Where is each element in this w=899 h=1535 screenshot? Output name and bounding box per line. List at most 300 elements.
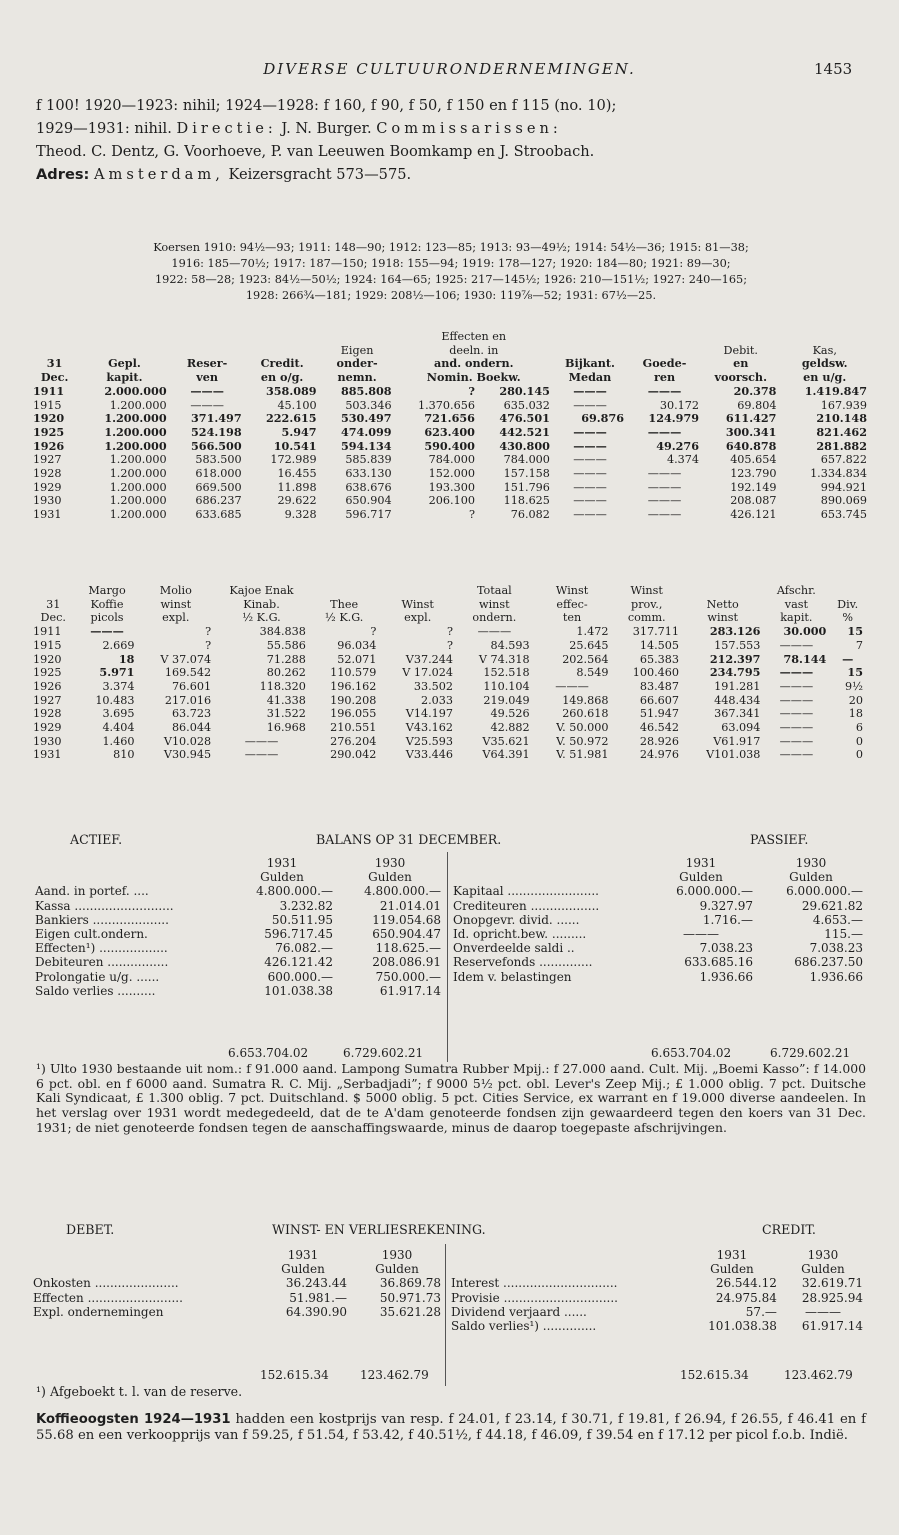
table2-cell: ? [447,638,454,652]
table2-cell: ——— [779,638,814,652]
table1-header-cell: 31 [46,356,63,371]
table1-cell: 885.808 [340,383,392,398]
table1-cell: ——— [647,480,682,494]
table2-cell: 448.434 [714,693,761,707]
table2-cell: 0 [855,748,863,762]
table1-cell: 657.822 [820,453,867,467]
financial-table-2 [30,584,866,762]
table-row [448,1291,866,1305]
table1-cell: 633.130 [345,467,392,481]
debet-year-row [30,1248,444,1262]
table1-header-cell: nemn. [337,370,377,385]
table2-header-cell: Totaal [476,584,512,597]
table-row [450,913,866,927]
table1-header-cell: Effecten en [441,330,507,343]
passief-year: 1930 [795,856,827,870]
table1-cell: 405.654 [730,453,777,467]
table1-header-cell [245,330,320,344]
table1-cell: 1.200.000 [104,424,167,439]
balans-title: BALANS OP 31 DECEMBER. [316,832,502,847]
table1-cell: ——— [573,453,607,467]
table-row [32,941,444,955]
table2-cell: 2.033 [421,693,454,707]
table2-header-row [30,584,866,598]
table1-cell: 784.000 [428,453,475,467]
credit-year: 1930 [807,1248,839,1262]
table2-cell: 149.868 [562,693,609,707]
debet-unit: Gulden [281,1262,325,1277]
actief-amount: 50.511.95 [271,912,333,927]
table2-header-cell: prov., [631,597,663,611]
credit-amount: 61.917.14 [801,1319,863,1334]
table1-cell: 16.455 [277,467,317,481]
table1-year-cell: 1930 [33,494,62,508]
table-row [30,721,866,735]
actief-amount: 650.904.47 [372,927,441,942]
table1-header-cell [79,344,169,358]
table1-year-cell: 1927 [33,453,62,467]
passief-amount: 29.621.82 [801,898,863,913]
table2-cell: 18 [118,651,135,666]
table1-cell: 1.200.000 [109,398,167,412]
table1-cell: 686.237 [195,494,242,508]
table1-year-cell: 1925 [33,424,65,439]
table1-cell: 594.134 [340,438,392,453]
table2-header-cell: effec- [556,597,588,611]
actief-amount: 596.717.45 [264,927,333,942]
table1-header-cell [702,330,779,344]
actief-unit: Gulden [368,870,412,885]
adres-street: Keizersgracht 573—575. [228,166,412,183]
table2-cell: 212.397 [709,651,761,666]
financial-table-1 [30,330,870,522]
table1-header-cell: geldsw. [801,356,848,371]
passief-table [450,856,866,984]
table1-cell: 192.149 [730,480,777,494]
table2-cell: 10.483 [95,693,135,707]
table-row [30,467,870,481]
credit-year: 1931 [716,1248,748,1262]
table-row [32,884,444,898]
table2-cell: 810 [113,748,135,762]
actief-label: Eigen cult.ondern. [35,927,148,942]
balans-total-right-1931: 6.653.704.02 [651,1046,732,1060]
table1-cell: 123.790 [730,467,777,481]
table1-cell: 5.947 [281,424,317,439]
table1-cell: 45.100 [277,398,317,412]
credit-label: Dividend verjaard ...... [451,1304,587,1319]
table1-cell: 1.419.847 [804,383,867,398]
table1-cell: 1.200.000 [109,508,167,522]
credit-header-spacer [448,1248,684,1262]
actief-amount: 426.121.42 [264,955,333,970]
intro-line-1: f 100! 1920—1923: nihil; 1924—1928: f 160, f 90, f 50, f 150 en f 115 (no. 10); [36,97,617,114]
debet-amount: 50.971.73 [379,1290,441,1305]
table2-header-cell: winst [479,597,510,611]
credit-unit: Gulden [801,1262,845,1277]
table2-cell: 66.607 [639,693,679,707]
table2-cell: 1.460 [102,734,135,748]
passief-year-row [450,856,866,870]
passief-amount: 1.936.66 [809,969,863,984]
table1-cell: ——— [647,508,682,522]
table2-cell: 276.204 [330,734,377,748]
credit-header-spacer [448,1262,684,1276]
table2-header-cell: Thee [330,597,359,611]
winst-total-right-1931: 152.615.34 [680,1368,749,1382]
directie-label: Directie: [176,120,277,137]
table1-cell: 118.625 [503,494,550,508]
table-row [450,970,866,984]
table1-cell: 1.200.000 [109,480,167,494]
passief-label: Id. opricht.bew. ......... [453,927,587,942]
table1-header-row [30,371,870,385]
table1-cell: ? [468,508,475,522]
table2-cell: ——— [779,679,814,693]
passief-unit: Gulden [789,870,833,885]
table1-cell: 20.378 [733,383,777,398]
table1-header-cell [320,330,395,344]
table1-cell: ——— [573,508,607,522]
table2-cell: 367.341 [714,707,761,721]
credit-amount: 26.544.12 [715,1276,777,1291]
credit-amount: 101.038.38 [708,1319,777,1334]
debet-table [30,1248,444,1319]
debet-header-spacer [30,1248,256,1262]
actief-amount: 76.082.— [275,941,333,956]
table1-cell: 2.000.000 [104,383,167,398]
table1-cell: 583.500 [195,453,242,467]
table2-header-cell: expl. [162,611,190,625]
balans-total-left-1930: 6.729.602.21 [343,1046,424,1060]
table1-header-cell: Credit. [260,356,304,371]
table1-cell: 635.032 [503,398,550,412]
debet-label: Expl. ondernemingen [33,1304,164,1319]
koffie-paragraph [36,1412,866,1444]
koffie-text-line [36,1412,866,1444]
table1-cell: 721.656 [424,411,475,426]
debet-label: Onkosten ...................... [33,1276,179,1291]
table-row [450,884,866,898]
passief-label: Kapitaal ........................ [453,884,599,899]
actief-amount: 4.800.000.— [256,884,333,899]
table2-year-cell: 1929 [33,721,62,735]
table1-cell: 210.148 [816,411,867,426]
table1-header-cell: and. ondern. [434,356,514,371]
table2-cell: V. 51.981 [556,748,609,762]
table1-cell: 1.200.000 [104,411,167,426]
table2-header-cell: Winst [555,584,589,597]
table-row [450,927,866,941]
table2-cell: 0 [855,734,863,748]
table2-cell: 9½ [845,679,863,693]
table2-cell: 7 [855,638,863,652]
table2-header-cell: comm. [627,611,666,625]
table2-cell: ? [205,625,212,639]
table2-cell: 3.695 [102,707,135,721]
table2-cell: V. 50.972 [556,734,609,748]
table2-cell: 110.579 [330,666,377,680]
table1-header-cell: ren [653,370,676,385]
table1-year-cell: 1928 [33,467,62,481]
table2-header-cell: kapit. [780,611,813,625]
passief-amount: 7.038.23 [809,941,863,956]
table-row [30,748,866,762]
table2-header-cell: winst [160,597,192,611]
debet-year: 1931 [287,1248,319,1262]
table2-cell: 219.049 [483,693,530,707]
passief-label: Idem v. belastingen [453,969,572,984]
table-row [32,984,444,998]
passief-amount: 9.327.97 [699,898,753,913]
table-row [30,481,870,495]
table2-year-cell: 1915 [33,638,62,652]
footnote-effecten-text: ¹) Ulto 1930 bestaande uit nom.: f 91.000 aand. Lampong Sumatra Rubber Mpij.: f 27.000 aand. Cult. Mij. „Boemi Kasso”: f 14.000 6 pct. obl. en f 6000 aand. Sumatra R. C. Mij. „Serbadjadi”; f 9000 5½ pct. obl. Lever's Zeep Mij.; £ 1.000 oblig. 7 pct. Duitsche Kali Syndicaat, £ 1.300 oblig. 7 pct. Duitschland. $ 5000 oblig. 5 pct. Cities Service, ex warrant en f 19.000 diverse aandeelen. In het verslag over 1931 wordt medegedeeld, dat de te A'dam genoteerde fondsen zijn gewaardeerd tegen den koers van 31 Dec. 1931; de niet genoteerde fondsen tegen de aanschaffingswaarde, minus de daarop toegepaste afschrijvingen. [36,1061,866,1135]
table-row [32,899,444,913]
credit-amount: 24.975.84 [715,1290,777,1305]
table2-header-cell: ½ K.G. [324,611,364,625]
table2-cell: 283.126 [709,624,761,639]
table1-header-cell: en [733,356,749,371]
table1-header-cell: Debit. [723,343,758,357]
balans-right-title: PASSIEF. [750,832,809,847]
passief-amount: 6.000.000.— [676,884,753,899]
table1-year-cell: 1920 [33,411,65,426]
actief-amount: 600.000.— [267,969,333,984]
table-row [30,508,870,522]
debet-year: 1930 [381,1248,413,1262]
table1-cell: 442.521 [499,424,550,439]
table2-cell: 1.472 [576,625,609,639]
table1-cell: 566.500 [191,438,242,453]
debet-unit: Gulden [375,1262,419,1277]
table1-cell: 11.898 [277,480,317,494]
running-header: DIVERSE CULTUURONDERNEMINGEN. [263,60,636,78]
table1-cell: 152.000 [428,467,475,481]
table1-cell: 10.541 [273,438,317,453]
table1-header-cell: kapit. [106,370,143,385]
table2-cell: 25.645 [569,638,609,652]
table-row [450,955,866,969]
passief-label: Onverdeelde saldi .. [453,941,575,956]
passief-amount: 633.685.16 [684,955,753,970]
table2-cell: 51.947 [639,707,679,721]
table2-cell: 84.593 [490,638,530,652]
table1-header-cell [779,330,870,344]
table1-cell: 650.904 [345,494,392,508]
table1-header-cell [553,330,627,344]
table1-cell: 206.100 [428,494,475,508]
debet-unit-row [30,1262,444,1276]
table1-year-cell: 1929 [33,480,62,494]
table2-cell: 2.669 [102,638,135,652]
table2-cell: 202.564 [562,652,609,666]
table2-cell: 217.016 [164,693,212,707]
table1-cell: 30.172 [659,398,700,412]
table1-cell: ——— [190,383,224,398]
table1-cell: 611.427 [725,411,777,426]
table1-year-cell: 1911 [33,383,65,398]
table2-cell: 110.104 [483,679,530,693]
table1-header-cell: voorsch. [714,370,767,385]
table1-header-cell: deeln. in [449,343,499,357]
actief-header-spacer [32,870,228,884]
table1-cell: 669.500 [195,480,242,494]
winst-total-right-1930: 123.462.79 [784,1368,853,1382]
table1-header-cell: Bijkant. [565,356,615,371]
intro-line-2 [36,117,866,140]
credit-label: Saldo verlies¹) .............. [451,1319,597,1334]
table2-cell: V35.621 [482,734,530,748]
winst-credit [448,1248,866,1333]
table2-cell: V 37.074 [160,652,212,666]
table-row [30,1276,444,1290]
table1-cell: 172.989 [270,453,317,467]
credit-unit: Gulden [710,1262,754,1277]
balans-left-title: ACTIEF. [70,832,123,847]
passief-amount: 686.237.50 [794,955,863,970]
table2-cell: 83.487 [639,679,679,693]
table2-cell: V 74.318 [478,652,530,666]
table2-cell: 118.320 [259,679,306,693]
table2-cell: 65.383 [639,652,679,666]
table1-cell: 426.121 [730,508,777,522]
passief-amount: 115.— [824,927,863,942]
table2-cell: 15 [847,624,863,639]
table2-cell: V30.945 [163,748,212,762]
table2-header-cell: vast [784,597,808,611]
table1-cell: 157.158 [503,467,550,481]
credit-amount: 57.— [745,1304,777,1319]
table1-header-cell: Goede- [642,356,687,371]
table1-cell: ——— [573,480,607,494]
table1-cell: 474.099 [340,424,392,439]
table2-cell: 42.882 [490,721,530,735]
table2-header-cell: Afschr. [776,584,816,597]
passief-label: Onopgevr. divid. ...... [453,912,580,927]
page-number: 1453 [814,60,853,78]
actief-amount: 21.014.01 [379,898,441,913]
table2-cell: 15 [847,665,863,680]
passief-unit-row [450,870,866,884]
table1-header-cell: Dec. [40,370,69,385]
table-row [30,666,866,680]
table2-header-cell: Netto [706,597,739,611]
table2-cell: V43.162 [405,721,454,735]
table2-cell: 234.795 [709,665,761,680]
table2-cell: ——— [244,734,279,748]
table2-year-cell: 1928 [33,707,62,721]
table2-cell: ——— [90,624,124,639]
balans-actief [32,856,444,998]
table2-cell: V 17.024 [402,666,454,680]
actief-amount: 118.625.— [375,941,441,956]
table2-header-cell: Koffie [90,597,124,611]
table1-cell: ——— [647,494,682,508]
table-row [32,913,444,927]
table1-cell: 281.882 [816,438,867,453]
table1-header-cell: Medan [568,370,612,385]
table2-cell: 157.553 [714,638,761,652]
table1-header-cell: Nomin. Boekw. [426,370,521,385]
table1-cell: 430.800 [499,438,550,453]
koersen-line: 1928: 266¾—181; 1929: 208½—106; 1930: 119⅞—52; 1931: 67½—25. [245,289,657,302]
table2-cell: 71.288 [266,652,306,666]
table2-year-cell: 1926 [33,679,62,693]
table2-cell: 3.374 [102,679,135,693]
actief-label: Prolongatie u/g. ...... [35,969,160,984]
table2-year-cell: 1925 [33,666,62,680]
balans-divider [447,852,448,1062]
table2-cell: 196.162 [330,679,377,693]
actief-year: 1930 [374,856,406,870]
table-row [30,694,866,708]
table2-header-cell: Margo [88,584,126,597]
footnote-saldo: ¹) Afgeboekt t. l. van de reserve. [36,1384,243,1399]
table1-cell: 151.796 [503,480,550,494]
balans-total-left-1931: 6.653.704.02 [228,1046,309,1060]
credit-label: Interest .............................. [451,1276,618,1291]
balans-total-right-1930: 6.729.602.21 [770,1046,851,1060]
debet-amount: 35.621.28 [379,1304,441,1319]
table2-header-cell [309,584,380,598]
koffie-label: Koffieoogsten 1924—1931 [36,1412,231,1427]
table2-header-cell: ten [562,611,582,625]
table-row [30,412,870,426]
table1-year-cell: 1926 [33,438,65,453]
table1-header-cell: en o/g. [260,370,304,385]
table2-year-cell: 1911 [33,625,62,639]
table1-cell: 585.839 [345,453,392,467]
table1-cell: 1.200.000 [109,453,167,467]
table1-cell: 1.370.656 [418,398,475,412]
table1-header-cell [79,330,169,344]
actief-year: 1931 [266,856,298,870]
table1-cell: 193.300 [428,480,475,494]
actief-amount: 4.800.000.— [364,884,441,899]
table-row [32,927,444,941]
table1-header-cell: Kas, [812,343,837,357]
table2-cell: V. 50.000 [556,721,609,735]
table2-cell: ? [447,625,454,639]
table2-cell: 76.601 [171,679,212,693]
table1-cell: 4.374 [666,453,700,467]
table2-cell: 96.034 [337,638,377,652]
table1-cell: ——— [647,424,682,439]
table-row [32,955,444,969]
table2-cell: ——— [477,625,512,639]
koersen-line: Koersen 1910: 94½—93; 1911: 148—90; 1912: 123—85; 1913: 93—49½; 1914: 54½—36; 1915: 81—38; [153,241,749,254]
actief-amount: 119.054.68 [372,912,441,927]
credit-amount: 28.925.94 [801,1290,863,1305]
table2-cell: 4.404 [102,721,135,735]
table1-cell: ——— [190,398,224,412]
table1-cell: ——— [647,467,682,481]
actief-label: Debiteuren ................ [35,955,169,970]
table-row [30,680,866,694]
passief-label: Crediteuren .................. [453,898,600,913]
koersen-line: 1922: 58—28; 1923: 84½—50½; 1924: 164—65; 1925: 217—145½; 1926: 210—151½; 1927: 240—165; [154,273,748,286]
table-row [448,1305,866,1319]
table1-header-cell [30,330,79,344]
table1-header-cell: Reser- [186,356,228,371]
table2-cell: ——— [779,748,814,762]
table2-cell: 28.926 [639,734,679,748]
passief-header-spacer [450,856,646,870]
debet-amount: 36.869.78 [379,1276,441,1291]
table2-header-cell: Winst [630,584,663,597]
table1-year-cell: 1915 [33,398,62,412]
